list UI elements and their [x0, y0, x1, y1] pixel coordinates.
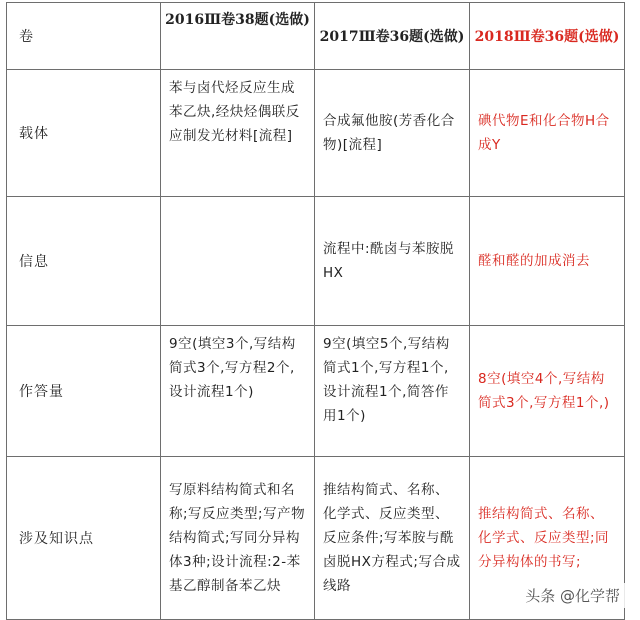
row-label: 作答量 — [7, 326, 161, 457]
table-row — [7, 197, 625, 326]
cell-2016 — [161, 197, 315, 326]
header-row — [7, 3, 625, 70]
cell-2018: 推结构简式、名称、化学式、反应类型;同分异构体的书写; — [470, 457, 625, 620]
header-juan: 卷 — [7, 3, 161, 70]
cell-2016: 写原料结构简式和名称;写反应类型;写产物结构简式;写同分异构体3种;设计流程:2-苯基乙醇制备苯乙炔 — [161, 457, 315, 620]
header-2017: 2017Ⅲ卷36题(选做) — [315, 3, 470, 70]
cell-2018: 碘代物E和化合物H合成Y — [470, 70, 625, 197]
header-2016: 2016Ⅲ卷38题(选做) — [161, 3, 315, 70]
table-row — [7, 326, 625, 457]
header-2018: 2018Ⅲ卷36题(选做) — [470, 3, 625, 70]
row-label: 涉及知识点 — [7, 457, 161, 620]
table-row — [7, 70, 625, 197]
cell-2016: 9空(填空3个,写结构简式3个,写方程2个,设计流程1个) — [161, 326, 315, 457]
cell-2017: 9空(填空5个,写结构简式1个,写方程1个,设计流程1个,简答作用1个) — [315, 326, 470, 457]
cell-2018: 8空(填空4个,写结构简式3个,写方程1个,) — [470, 326, 625, 457]
row-label: 载体 — [7, 70, 161, 197]
watermark-text: 头条 @化学帮 — [525, 587, 620, 605]
cell-2017: 推结构简式、名称、化学式、反应类型、反应条件;写苯胺与酰卤脱HX方程式;写合成线路 — [315, 457, 470, 620]
row-label: 信息 — [7, 197, 161, 326]
cell-2017: 合成氟他胺(芳香化合物)[流程] — [315, 70, 470, 197]
watermark — [519, 583, 626, 608]
cell-2016: 苯与卤代烃反应生成苯乙炔,经炔烃偶联反应制发光材料[流程] — [161, 70, 315, 197]
cell-2017: 流程中:酰卤与苯胺脱HX — [315, 197, 470, 326]
cell-2018: 醛和醛的加成消去 — [470, 197, 625, 326]
comparison-table — [6, 2, 625, 620]
